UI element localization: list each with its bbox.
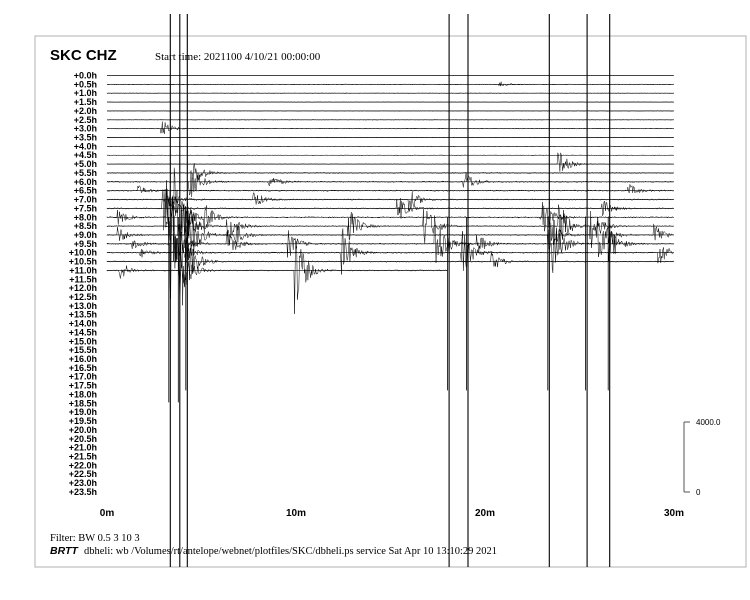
row-label: +17.5h — [68, 380, 97, 391]
seismic-spikes — [169, 14, 610, 567]
row-label: +2.5h — [73, 114, 97, 125]
row-label: +14.5h — [68, 327, 97, 338]
row-label: +8.5h — [73, 221, 97, 232]
row-label: +12.0h — [68, 283, 97, 294]
seismic-trace — [107, 170, 673, 197]
scale-bar-top-label: 4000.0 — [696, 418, 721, 427]
x-tick-label: 0m — [99, 508, 115, 519]
row-label: +10.0h — [68, 247, 97, 258]
scale-bar-bottom-label: 0 — [696, 488, 701, 497]
row-label: +7.5h — [73, 203, 97, 214]
seismic-trace — [107, 153, 673, 172]
row-label: +6.5h — [73, 185, 97, 196]
row-label: +16.0h — [68, 354, 97, 365]
row-label: +12.5h — [68, 292, 97, 302]
seismic-trace — [107, 82, 673, 86]
x-tick-label: 30m — [663, 508, 685, 519]
row-label: +3.5h — [73, 132, 97, 143]
row-label: +6.0h — [73, 176, 97, 187]
row-label: +21.0h — [68, 442, 97, 453]
row-label: +21.5h — [68, 451, 97, 462]
row-label: +7.0h — [73, 194, 97, 205]
seismic-trace — [107, 210, 673, 305]
filter-label: Filter: BW 0.5 3 10 3 — [50, 533, 140, 544]
seismic-trace — [107, 163, 673, 181]
command-text: dbheli: wb /Volumes/rt/antelope/webnet/plotfiles/SKC/dbheli.ps service Sat Apr 10 13:10:29 2021 — [84, 546, 498, 557]
row-label: +9.0h — [73, 229, 97, 240]
row-label: +15.0h — [68, 336, 97, 347]
row-label: +1.0h — [73, 88, 97, 99]
x-tick-label: 20m — [474, 508, 496, 519]
row-label: +5.5h — [73, 167, 97, 178]
row-label: +1.5h — [73, 97, 97, 108]
row-label: +18.5h — [68, 398, 97, 409]
seismic-trace — [107, 146, 673, 147]
row-label: +23.5h — [68, 486, 97, 497]
row-label: +11.0h — [69, 265, 97, 276]
row-label: +4.0h — [73, 141, 97, 152]
row-label: +11.5h — [69, 274, 97, 285]
row-labels — [69, 71, 97, 497]
row-label: +15.5h — [68, 345, 97, 356]
row-label: +18.0h — [68, 389, 97, 400]
start-time-label: Start time: 2021100 4/10/21 00:00:00 — [155, 51, 321, 63]
row-label: +19.0h — [68, 407, 97, 418]
row-label: +10.5h — [68, 256, 97, 267]
row-label: +20.5h — [68, 433, 97, 444]
amplitude-scale-bar — [684, 418, 721, 497]
seismic-trace — [107, 122, 673, 134]
plot-frame — [35, 36, 746, 567]
row-label: +13.5h — [68, 309, 97, 320]
row-label: +8.0h — [73, 212, 97, 223]
row-label: +2.0h — [73, 105, 97, 116]
row-label: +19.5h — [68, 416, 97, 427]
row-label: +3.0h — [73, 123, 97, 134]
row-label: +5.0h — [73, 159, 97, 170]
station-label: SKC CHZ — [50, 47, 117, 64]
row-label: +4.5h — [73, 150, 97, 161]
row-label: +9.5h — [73, 238, 97, 249]
row-label: +14.0h — [68, 318, 97, 329]
row-label: +0.5h — [73, 79, 97, 90]
row-label: +13.0h — [68, 300, 97, 311]
row-label: +22.5h — [68, 469, 97, 480]
x-tick-label: 10m — [285, 508, 307, 519]
row-label: +23.0h — [68, 478, 97, 489]
row-label: +20.0h — [68, 424, 97, 435]
program-tag: BRTT — [50, 545, 78, 557]
row-label: +16.5h — [68, 362, 97, 373]
row-label: +0.0h — [73, 70, 97, 81]
row-label: +22.0h — [68, 460, 97, 471]
row-label: +17.0h — [68, 371, 97, 382]
